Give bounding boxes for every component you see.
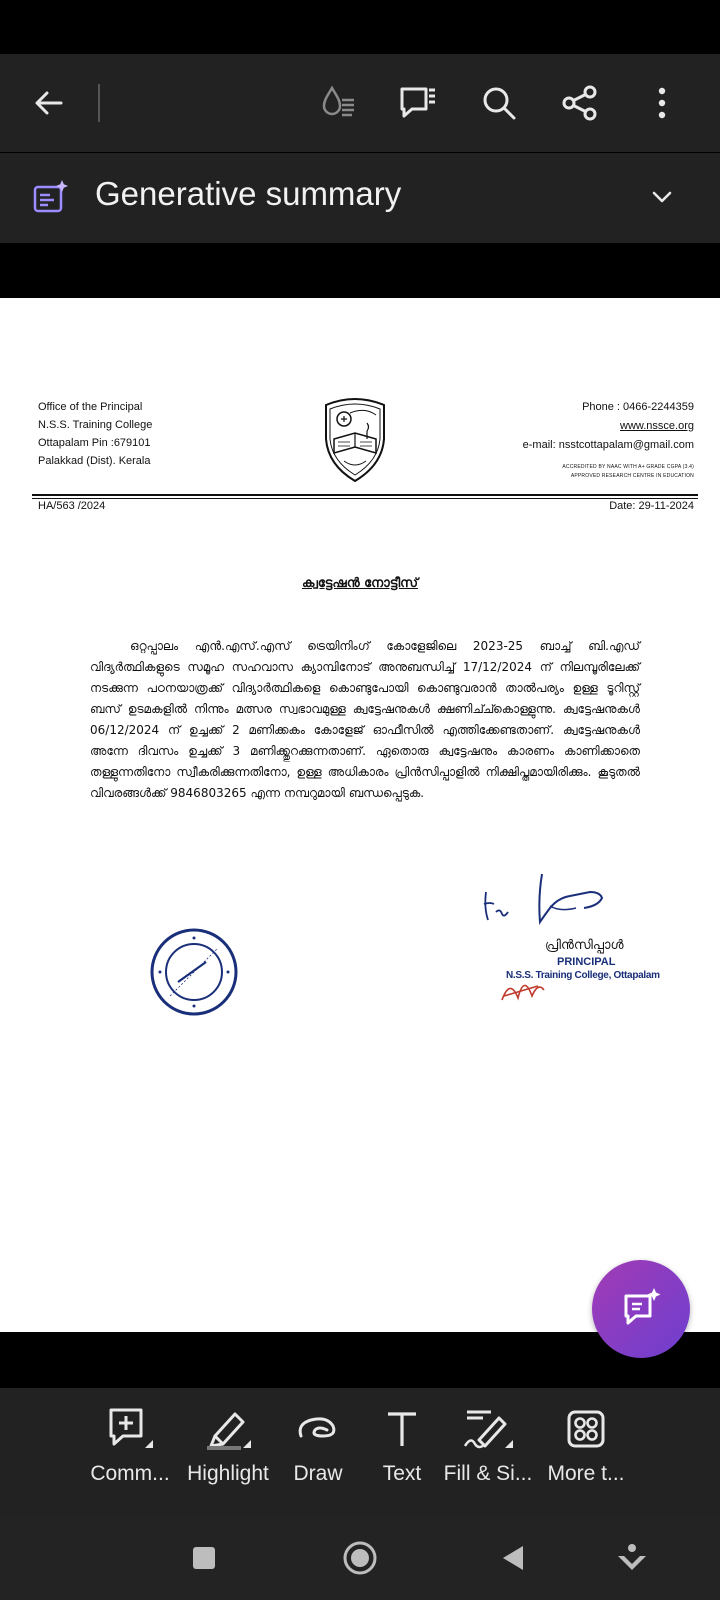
college-stamp-text: N.S.S. Training College, Ottapalam bbox=[506, 970, 660, 981]
more-tools-icon bbox=[538, 1406, 634, 1452]
tool-highlight[interactable] bbox=[180, 1406, 276, 1486]
letterhead-address bbox=[38, 398, 152, 470]
toolbar-divider bbox=[98, 84, 100, 122]
comments-list-icon[interactable] bbox=[393, 78, 443, 128]
text-icon bbox=[354, 1406, 450, 1452]
generative-summary-bar[interactable] bbox=[0, 153, 720, 243]
address-line: Ottapalam Pin :679101 bbox=[38, 437, 151, 449]
notice-title: ക്വട്ടേഷൻ നോട്ടീസ് bbox=[301, 576, 419, 591]
accreditation-text: ACCREDITED BY NAAC WITH A+ GRADE CGPA (3.4) bbox=[562, 464, 694, 470]
search-icon[interactable] bbox=[474, 78, 524, 128]
recents-icon[interactable] bbox=[184, 1538, 224, 1578]
header-rule bbox=[32, 494, 698, 496]
address-line: Office of the Principal bbox=[38, 401, 143, 413]
liquid-mode-icon[interactable] bbox=[314, 78, 364, 128]
draw-icon bbox=[270, 1406, 366, 1452]
tool-draw[interactable] bbox=[270, 1406, 366, 1486]
address-line: Palakkad (Dist). Kerala bbox=[38, 455, 151, 467]
college-logo bbox=[320, 395, 390, 489]
email-text: e-mail: nsstcottapalam@gmail.com bbox=[522, 439, 694, 451]
ai-summary-icon bbox=[30, 178, 70, 222]
tool-fill-sign[interactable] bbox=[440, 1406, 536, 1486]
letter-date: Date: 29-11-2024 bbox=[609, 500, 694, 512]
chevron-down-icon[interactable] bbox=[648, 183, 676, 215]
letterhead-contact bbox=[523, 398, 694, 481]
signature bbox=[480, 868, 620, 942]
research-centre-text: APPROVED RESEARCH CENTRE IN EDUCATION bbox=[570, 473, 694, 479]
header-rule-thin bbox=[32, 498, 698, 499]
tool-label: Text bbox=[382, 1462, 422, 1485]
more-vertical-icon[interactable] bbox=[637, 78, 687, 128]
top-toolbar bbox=[0, 54, 720, 152]
round-seal bbox=[148, 926, 240, 1022]
home-icon[interactable] bbox=[340, 1538, 380, 1578]
principal-english: PRINCIPAL bbox=[557, 956, 616, 968]
tool-comment[interactable] bbox=[82, 1406, 178, 1486]
share-icon[interactable] bbox=[555, 78, 605, 128]
document-page[interactable] bbox=[0, 298, 720, 1332]
tool-label: Draw bbox=[293, 1462, 343, 1485]
tool-label: More t... bbox=[547, 1462, 625, 1485]
website-link[interactable]: www.nssce.org bbox=[620, 420, 694, 432]
principal-malayalam: പ്രിൻസിപ്പാൾ bbox=[545, 938, 624, 953]
system-nav-bar bbox=[0, 1516, 720, 1600]
address-line: N.S.S. Training College bbox=[38, 419, 153, 431]
stamp-scribble bbox=[498, 968, 548, 1012]
ai-assistant-button[interactable] bbox=[592, 1260, 690, 1358]
back-icon[interactable] bbox=[494, 1538, 534, 1578]
ai-chat-sparkle-icon bbox=[618, 1284, 664, 1334]
tool-label: Fill & Si... bbox=[443, 1462, 533, 1485]
summary-title: Generative summary bbox=[95, 175, 402, 212]
bottom-toolbar bbox=[0, 1388, 720, 1516]
phone-text: Phone : 0466-2244359 bbox=[582, 401, 694, 413]
reference-number: HA/563 /2024 bbox=[38, 500, 106, 512]
tool-text[interactable] bbox=[354, 1406, 450, 1486]
tool-more[interactable] bbox=[538, 1406, 634, 1486]
tool-label: Highlight bbox=[187, 1462, 269, 1485]
back-arrow-icon[interactable] bbox=[24, 78, 74, 128]
notice-body: ഒറ്റപ്പാലം എൻ.എസ്.എസ് ട്രെയിനിംഗ് കോളേജിലെ 2023-25 ബാച്ച് ബി.എഡ് വിദ്യർത്ഥികളുടെ സമൂഹ സഹവാസ ക്യാമ്പിനോട് അനുബന്ധിച്ച് 17/12/2024 ന് നിലമ്പൂരിലേക്ക് നടക്കുന്ന പഠനയാത്രക്ക് വിദ്യാർത്ഥികളെ കൊണ്ടുപോയി കൊണ്ടുവരാൻ താൽപര്യം ഉള്ള ടൂറിസ്റ്റ് ബസ് ഉടമകളിൽ നിന്നും മത്സര സ്വഭാവമുള്ള ക്വട്ടേഷനുകൾ ക്ഷണിച്ച്കൊള്ളുന്നു. ക്വട്ടേഷനുകൾ 06/12/2024 ന് ഉച്ചക്ക് 2 മണിക്കകം കോളേജ് ഓഫീസിൽ എത്തിക്കേണ്ടതാണ്. ക്വട്ടേഷനുകൾ അന്നേ ദിവസം ഉച്ചക്ക് 3 മണിക്ക്തുറക്കുന്നതാണ്. ഏതൊരു ക്വട്ടേഷനും കാരണം കാണിക്കാതെ തള്ളുന്നതിനോ സ്വീകരിക്കുന്നതിനോ, ഉള്ള അധികാരം പ്രിൻസിപ്പാളിൽ നിക്ഷിപ്തമായിരിക്കും. കൂടുതൽ വിവരങ്ങൾക്ക് 9846803265 എന്ന നമ്പറുമായി ബന്ധപ്പെടുക. bbox=[90, 639, 640, 800]
fill-sign-icon bbox=[440, 1406, 536, 1452]
tool-label: Comm... bbox=[90, 1462, 170, 1485]
comment-add-icon bbox=[82, 1406, 178, 1452]
highlighter-icon bbox=[180, 1406, 276, 1452]
assistant-icon[interactable] bbox=[612, 1538, 652, 1578]
